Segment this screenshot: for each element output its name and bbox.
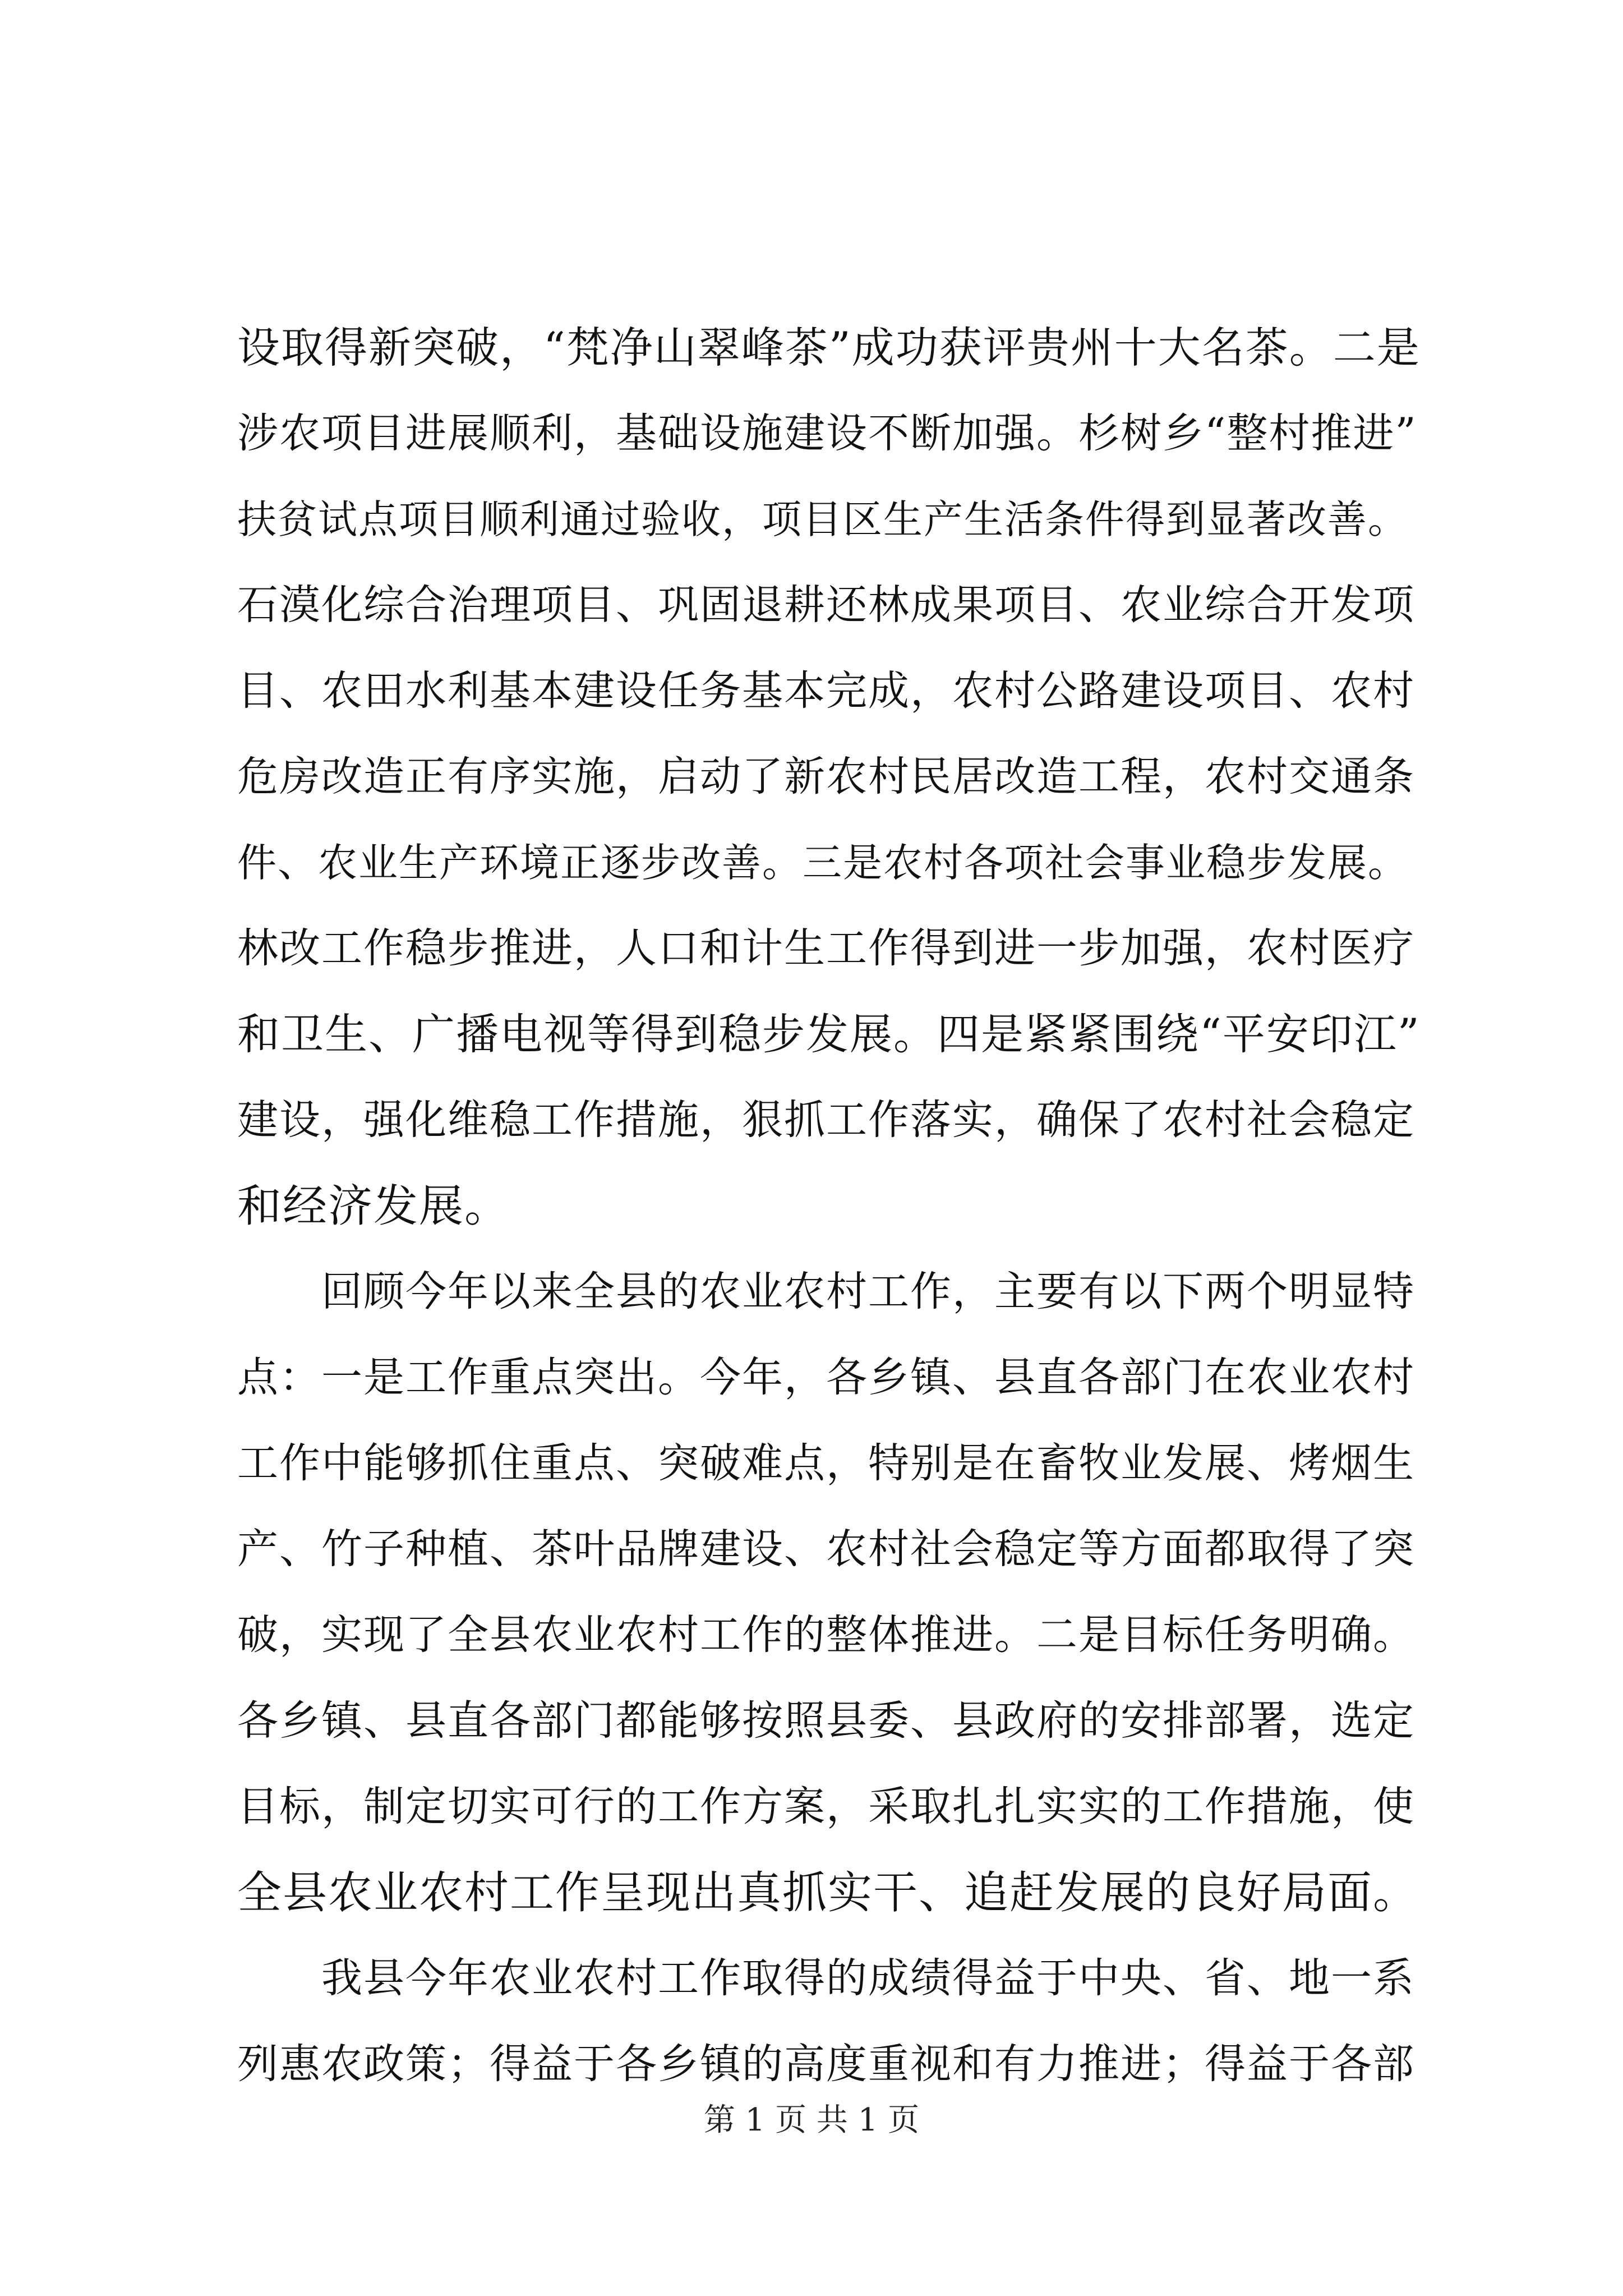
text-line: 全县农业农村工作呈现出真抓实干、追赶发展的良好局面。 bbox=[237, 1867, 1418, 1918]
text-line: 和卫生、广播电视等得到稳步发展。四是紧紧围绕“平安印江” bbox=[237, 1009, 1421, 1059]
text-line: 产、竹子种植、茶叶品牌建设、农村社会稳定等方面都取得了突 bbox=[237, 1525, 1415, 1573]
text-line: 设取得新突破，“梵净山翠峰茶”成功获评贵州十大名茶。二是 bbox=[237, 323, 1421, 372]
text-line: 目、农田水利基本建设任务基本完成，农村公路建设项目、农村 bbox=[237, 667, 1415, 715]
text-line: 目标，制定切实可行的工作方案，采取扎扎实实的工作措施，使 bbox=[237, 1783, 1415, 1830]
text-line: 林改工作稳步推进，人口和计生工作得到进一步加强，农村医疗 bbox=[237, 924, 1415, 972]
text-line: 危房改造正有序实施，启动了新农村民居改造工程，农村交通条 bbox=[237, 753, 1415, 800]
text-line: 件、农业生产环境正逐步改善。三是农村各项社会事业稳步发展。 bbox=[237, 840, 1408, 886]
text-line: 破，实现了全县农业农村工作的整体推进。二是目标任务明确。 bbox=[237, 1611, 1415, 1659]
text-line: 石漠化综合治理项目、巩固退耕还林成果项目、农业综合开发项 bbox=[237, 581, 1415, 629]
text-line: 各乡镇、县直各部门都能够按照县委、县政府的安排部署，选定 bbox=[237, 1697, 1415, 1745]
text-line: 点：一是工作重点突出。今年，各乡镇、县直各部门在农业农村 bbox=[237, 1354, 1415, 1401]
text-line: 回顾今年以来全县的农业农村工作，主要有以下两个明显特 bbox=[237, 1268, 1415, 1315]
text-line: 我县今年农业农村工作取得的成绩得益于中央、省、地一系 bbox=[237, 1954, 1415, 2002]
text-line: 扶贫试点项目顺利通过验收，项目区生产生活条件得到显著改善。 bbox=[237, 496, 1408, 542]
text-line: 涉农项目进展顺利，基础设施建设不断加强。杉树乡“整村推进” bbox=[237, 409, 1417, 457]
page-number-footer: 第 1 页 共 1 页 bbox=[703, 2102, 920, 2138]
text-line: 建设，强化维稳工作措施，狠抓工作落实，确保了农村社会稳定 bbox=[237, 1096, 1415, 1144]
text-line: 列惠农政策；得益于各乡镇的高度重视和有力推进；得益于各部 bbox=[237, 2040, 1415, 2088]
text-line: 工作中能够抓住重点、突破难点，特别是在畜牧业发展、烤烟生 bbox=[237, 1439, 1415, 1487]
text-line: 和经济发展。 bbox=[237, 1180, 510, 1232]
